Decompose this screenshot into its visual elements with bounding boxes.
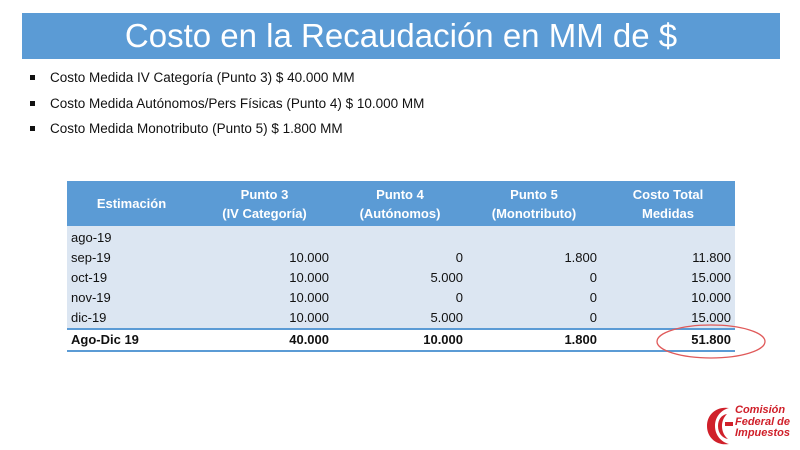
header-estimacion: Estimación [67, 181, 196, 226]
table-row [67, 226, 735, 248]
total-punto-5: 1.800 [467, 329, 601, 351]
cost-table [67, 181, 735, 352]
bullet-list [30, 69, 424, 146]
cell-punto-4 [333, 226, 467, 248]
logo-line: Impuestos [735, 427, 791, 439]
bullet-item [30, 95, 424, 121]
cell-punto-4: 0 [333, 288, 467, 308]
bullet-text: Costo Medida Monotributo (Punto 5) $ 1.800 MM [50, 121, 343, 136]
cell-punto-4: 5.000 [333, 268, 467, 288]
bullet-text: Costo Medida IV Categoría (Punto 3) $ 40.000 MM [50, 70, 355, 85]
bullet-square-icon [30, 126, 35, 131]
cell-punto-4: 5.000 [333, 308, 467, 329]
highlight-ellipse [655, 323, 767, 360]
header-punto-4: Punto 4 (Autónomos) [333, 181, 467, 226]
bullet-text: Costo Medida Autónomos/Pers Físicas (Punto 4) $ 10.000 MM [50, 95, 425, 111]
table-row [67, 248, 735, 268]
table-row [67, 268, 735, 288]
cell-costo-total [601, 226, 735, 248]
cell-punto-5: 0 [467, 288, 601, 308]
row-label: dic-19 [67, 308, 196, 329]
row-label: sep-19 [67, 248, 196, 268]
table-header-row [67, 181, 735, 226]
bullet-item [30, 120, 424, 146]
total-punto-3: 40.000 [196, 329, 333, 351]
page-title: Costo en la Recaudación en MM de $ [124, 17, 678, 54]
header-punto-3: Punto 3 (IV Categoría) [196, 181, 333, 226]
row-label: nov-19 [67, 288, 196, 308]
bullet-item [30, 69, 424, 95]
cell-costo-total: 10.000 [601, 288, 735, 308]
cell-punto-3 [196, 226, 333, 248]
cell-punto-3: 10.000 [196, 248, 333, 268]
cell-punto-3: 10.000 [196, 308, 333, 329]
cell-punto-5: 0 [467, 308, 601, 329]
cell-costo-total: 15.000 [601, 308, 735, 329]
total-label: Ago-Dic 19 [67, 329, 196, 351]
row-label: oct-19 [67, 268, 196, 288]
row-label: ago-19 [67, 226, 196, 248]
logo-line: Comisión [735, 404, 786, 416]
cell-punto-3: 10.000 [196, 288, 333, 308]
header-punto-5: Punto 5 (Monotributo) [467, 181, 601, 226]
cell-punto-5: 0 [467, 268, 601, 288]
title-bar [22, 13, 780, 59]
table-row [67, 308, 735, 329]
total-punto-4: 10.000 [333, 329, 467, 351]
bullet-square-icon [30, 75, 35, 80]
cell-punto-4: 0 [333, 248, 467, 268]
cell-punto-5 [467, 226, 601, 248]
cell-punto-5: 1.800 [467, 248, 601, 268]
table-row [67, 288, 735, 308]
header-costo-total: Costo Total Medidas [601, 181, 735, 226]
cell-costo-total: 11.800 [601, 248, 735, 268]
total-costo-total: 51.800 [601, 329, 735, 351]
bullet-square-icon [30, 101, 35, 106]
logo-line: Federal de [735, 415, 791, 428]
cell-punto-3: 10.000 [196, 268, 333, 288]
logo-text [735, 405, 790, 440]
cell-costo-total: 15.000 [601, 268, 735, 288]
table-total-row [67, 329, 735, 351]
